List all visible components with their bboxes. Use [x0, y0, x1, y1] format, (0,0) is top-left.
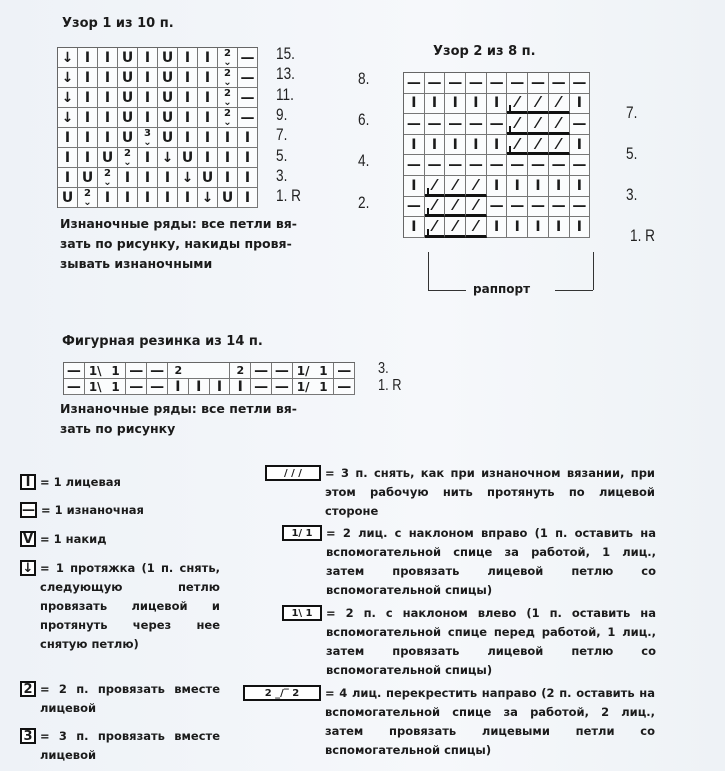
- purl-icon: —: [22, 502, 35, 518]
- legend-text: = 2 п. провязать вместе лицевой: [40, 682, 220, 715]
- stitch-sl: ↓: [158, 148, 178, 168]
- stitch-k: I: [238, 168, 258, 188]
- pattern3-chart: [63, 362, 355, 395]
- stitch-k2: 2 ⌄: [218, 68, 238, 88]
- stitch-yo: U: [198, 168, 218, 188]
- slip-3-icon: / / /: [265, 465, 321, 481]
- stitch-p: —: [466, 155, 487, 176]
- stitch-p: —: [570, 197, 591, 218]
- stitch-p: —: [404, 155, 425, 176]
- stitch-k: I: [178, 188, 198, 208]
- stitch-p: —: [404, 197, 425, 218]
- stitch-k: I: [487, 135, 508, 156]
- note-line: зывать изнаночными: [60, 256, 213, 271]
- stitch-k: I: [168, 379, 189, 395]
- note-line: зать по рисунку, накиды провя-: [60, 236, 292, 251]
- stitch-k: I: [549, 217, 570, 238]
- stitch-k: I: [445, 135, 466, 156]
- stitch-k: I: [198, 148, 218, 168]
- stitch-yo: U: [118, 48, 138, 68]
- stitch-Cm: [189, 363, 210, 379]
- right-cross-2-icon: 1/ 1: [282, 525, 322, 541]
- stitch-k: I: [138, 168, 158, 188]
- legend-text: = 3 п. провязать вместе лицевой: [40, 729, 220, 762]
- stitch-p: —: [126, 379, 147, 395]
- stitch-k: I: [570, 176, 591, 197]
- legend-text: = 1 накид: [40, 532, 107, 546]
- stitch-k: I: [58, 128, 78, 148]
- legend-item: [243, 684, 655, 760]
- stitch-k: I: [238, 148, 258, 168]
- stitch-R1: 1/: [293, 363, 314, 379]
- stitch-p: —: [334, 379, 355, 395]
- stitch-p: —: [487, 155, 508, 176]
- stitch-sl: ↓: [198, 188, 218, 208]
- stitch-p: —: [487, 114, 508, 135]
- stitch-k3: 3 ⌄: [138, 128, 158, 148]
- stitch-p: —: [404, 114, 425, 135]
- k2tog-icon: 2: [20, 681, 36, 697]
- stitch-Cm: [210, 363, 231, 379]
- row-label: 2.: [358, 192, 370, 212]
- stitch-s1: ⁄: [507, 135, 528, 156]
- stitch-p: —: [238, 108, 258, 128]
- stitch-yo: U: [218, 188, 238, 208]
- stitch-k: I: [570, 135, 591, 156]
- stitch-k: I: [98, 68, 118, 88]
- stitch-yo: U: [158, 108, 178, 128]
- stitch-k: I: [98, 128, 118, 148]
- legend-item: [20, 680, 220, 718]
- stitch-s1: ⁄: [425, 197, 446, 218]
- stitch-p: —: [445, 73, 466, 94]
- stitch-p: —: [570, 73, 591, 94]
- stitch-p: —: [487, 73, 508, 94]
- row-label: 13.: [276, 64, 295, 84]
- row-label: 7.: [626, 102, 638, 122]
- stitch-p: —: [272, 363, 293, 379]
- stitch-s: ⁄: [445, 176, 466, 197]
- stitch-k: I: [487, 217, 508, 238]
- repeat-bracket-right: [593, 252, 594, 290]
- stitch-k2: 2 ⌄: [78, 188, 98, 208]
- stitch-s: ⁄: [528, 114, 549, 135]
- row-label: 3.: [626, 185, 638, 204]
- stitch-p: —: [570, 155, 591, 176]
- stitch-k: I: [138, 88, 158, 108]
- left-cross-2-icon: 1\ 1: [282, 605, 322, 621]
- row-label: 1. R: [630, 226, 655, 246]
- stitch-k2: 2 ⌄: [98, 168, 118, 188]
- stitch-k: I: [210, 379, 231, 395]
- stitch-k: I: [78, 108, 98, 128]
- stitch-p: —: [425, 114, 446, 135]
- stitch-k: I: [466, 94, 487, 115]
- stitch-p: —: [487, 197, 508, 218]
- stitch-p: —: [445, 155, 466, 176]
- stitch-yo: U: [98, 148, 118, 168]
- stitch-R2: 1: [314, 379, 335, 395]
- stitch-p: —: [238, 48, 258, 68]
- stitch-k: I: [178, 108, 198, 128]
- stitch-yo: U: [118, 108, 138, 128]
- row-label: 5.: [626, 143, 638, 163]
- stitch-k: I: [178, 48, 198, 68]
- stitch-k: I: [528, 176, 549, 197]
- stitch-sl: ↓: [58, 68, 78, 88]
- legend-text: = 2 лиц. с наклоном вправо (1 п. оставить на вспомогательной спице за работой, 1 лиц., затем провязать лицевой петлю со вспомогательной спицы): [326, 526, 656, 597]
- stitch-p: —: [425, 155, 446, 176]
- stitch-k: I: [98, 48, 118, 68]
- row-label: 1. R: [378, 377, 402, 394]
- row-label: 4.: [358, 151, 370, 171]
- stitch-k: I: [138, 188, 158, 208]
- stitch-yo: U: [158, 68, 178, 88]
- stitch-k: I: [58, 168, 78, 188]
- stitch-k: I: [218, 168, 238, 188]
- row-label: 11.: [276, 84, 294, 104]
- stitch-s1: ⁄: [425, 217, 446, 238]
- stitch-p: —: [528, 155, 549, 176]
- stitch-k2: 2 ⌄: [218, 48, 238, 68]
- stitch-p: —: [425, 73, 446, 94]
- stitch-k: I: [98, 88, 118, 108]
- stitch-k: I: [218, 128, 238, 148]
- stitch-yo: U: [158, 128, 178, 148]
- stitch-s1: ⁄: [425, 176, 446, 197]
- note-line: Изнаночные ряды: все петли вя-: [60, 216, 297, 231]
- stitch-s: ⁄: [549, 114, 570, 135]
- stitch-p: —: [64, 363, 85, 379]
- stitch-p: —: [238, 88, 258, 108]
- stitch-p: —: [507, 197, 528, 218]
- stitch-s: ⁄: [466, 176, 487, 197]
- stitch-k: I: [178, 128, 198, 148]
- stitch-k2: 2 ⌄: [218, 88, 238, 108]
- note-line: зать по рисунку: [60, 421, 176, 436]
- stitch-sl: ↓: [178, 168, 198, 188]
- stitch-k: I: [404, 176, 425, 197]
- stitch-sl: ↓: [58, 48, 78, 68]
- stitch-yo: U: [158, 48, 178, 68]
- stitch-p: —: [404, 73, 425, 94]
- stitch-k: I: [404, 217, 425, 238]
- stitch-k: I: [198, 48, 218, 68]
- right-cable-4-icon: 2 _/‾ 2: [243, 685, 321, 701]
- stitch-k: I: [238, 188, 258, 208]
- stitch-k: I: [445, 94, 466, 115]
- row-label: 8.: [358, 69, 370, 88]
- repeat-bracket-line: [555, 290, 593, 291]
- stitch-s: ⁄: [549, 135, 570, 156]
- stitch-p: —: [334, 363, 355, 379]
- stitch-yo: U: [78, 168, 98, 188]
- stitch-p: —: [570, 114, 591, 135]
- legend-item: [265, 464, 655, 521]
- stitch-k: I: [138, 68, 158, 88]
- stitch-k: I: [158, 168, 178, 188]
- stitch-k: I: [198, 128, 218, 148]
- legend-item: [282, 604, 656, 680]
- row-label: 9.: [276, 104, 288, 124]
- repeat-bracket-line: [428, 290, 466, 291]
- knit-icon: I: [20, 474, 36, 490]
- stitch-p: —: [466, 73, 487, 94]
- stitch-k2: 2 ⌄: [118, 148, 138, 168]
- stitch-p: —: [272, 379, 293, 395]
- legend-text: = 1 изнаночная: [41, 503, 144, 517]
- legend-text: = 2 п. с наклоном влево (1 п. оставить на вспомогательной спице перед работой, 1 лиц., затем провязать лицевой петлю со вспомогательной спицы): [326, 606, 656, 677]
- legend-text: = 1 лицевая: [40, 475, 121, 489]
- legend-text: = 1 протяжка (1 п. снять, следующую петлю провязать лицевой и протянуть через нее снятую петлю): [40, 561, 220, 651]
- legend-item: [20, 473, 220, 492]
- stitch-k: I: [78, 88, 98, 108]
- stitch-p: —: [528, 197, 549, 218]
- repeat-bracket-left: [428, 252, 429, 290]
- yarn-over-icon: V: [20, 531, 36, 547]
- stitch-k: I: [198, 88, 218, 108]
- stitch-k: I: [138, 148, 158, 168]
- stitch-C2: 2: [230, 363, 251, 379]
- stitch-p: —: [549, 73, 570, 94]
- stitch-k: I: [570, 217, 591, 238]
- stitch-p: —: [147, 379, 168, 395]
- stitch-s: ⁄: [445, 217, 466, 238]
- stitch-sl: ↓: [58, 108, 78, 128]
- stitch-p: —: [507, 155, 528, 176]
- stitch-R2: 1: [314, 363, 335, 379]
- stitch-k: I: [118, 168, 138, 188]
- stitch-s: ⁄: [466, 197, 487, 218]
- stitch-s: ⁄: [549, 94, 570, 115]
- stitch-yo: U: [178, 148, 198, 168]
- row-label: 15.: [276, 44, 295, 63]
- stitch-s1: ⁄: [507, 94, 528, 115]
- row-label: 5.: [276, 145, 288, 165]
- stitch-k: I: [466, 135, 487, 156]
- pattern1-title: Узор 1 из 10 п.: [62, 16, 174, 31]
- legend-item: [282, 524, 656, 600]
- stitch-p: —: [126, 363, 147, 379]
- legend-item: [20, 559, 220, 654]
- pattern3-title: Фигурная резинка из 14 п.: [62, 334, 263, 349]
- legend-text: = 3 п. снять, как при изнаночном вязании, при этом рабочую нить протянуть по лицевой стороне: [325, 466, 655, 518]
- stitch-k: I: [549, 176, 570, 197]
- legend-text: = 4 лиц. перекрестить направо (2 п. оставить на вспомогательной спице за работой, 2 лиц., затем провязать лицевыми петли со вспомогательной спицы): [325, 686, 655, 757]
- stitch-k: I: [78, 48, 98, 68]
- stitch-s1: ⁄: [507, 114, 528, 135]
- stitch-L2: 1: [106, 363, 127, 379]
- stitch-s: ⁄: [445, 197, 466, 218]
- slip-pass-icon: ↓: [20, 560, 36, 576]
- row-label: 1. R: [276, 186, 301, 206]
- stitch-L1: 1\: [85, 363, 106, 379]
- stitch-p: —: [238, 68, 258, 88]
- stitch-s: ⁄: [528, 135, 549, 156]
- stitch-p: —: [147, 363, 168, 379]
- stitch-p: —: [549, 197, 570, 218]
- stitch-k: I: [158, 188, 178, 208]
- stitch-k: I: [98, 108, 118, 128]
- row-label: 3.: [378, 360, 389, 377]
- stitch-p: —: [466, 114, 487, 135]
- stitch-L2: 1: [106, 379, 127, 395]
- stitch-k: I: [570, 94, 591, 115]
- stitch-k: I: [178, 88, 198, 108]
- stitch-k: I: [138, 48, 158, 68]
- stitch-k: I: [230, 379, 251, 395]
- pattern1-note: [60, 214, 360, 274]
- legend-item: [20, 727, 220, 765]
- stitch-p: —: [251, 363, 272, 379]
- stitch-k: I: [487, 176, 508, 197]
- pattern3-note: [60, 399, 360, 439]
- stitch-yo: U: [58, 188, 78, 208]
- stitch-k: I: [198, 108, 218, 128]
- stitch-yo: U: [118, 88, 138, 108]
- pattern2-title: Узор 2 из 8 п.: [433, 44, 536, 59]
- stitch-p: —: [445, 114, 466, 135]
- stitch-k: I: [507, 217, 528, 238]
- stitch-k: I: [404, 135, 425, 156]
- stitch-k: I: [238, 128, 258, 148]
- stitch-k: I: [78, 128, 98, 148]
- stitch-s: ⁄: [466, 217, 487, 238]
- stitch-yo: U: [158, 88, 178, 108]
- stitch-k: I: [425, 94, 446, 115]
- stitch-p: —: [528, 73, 549, 94]
- stitch-L1: 1\: [85, 379, 106, 395]
- stitch-yo: U: [118, 128, 138, 148]
- stitch-k: I: [528, 217, 549, 238]
- stitch-R1: 1/: [293, 379, 314, 395]
- stitch-k: I: [78, 148, 98, 168]
- stitch-k: I: [425, 135, 446, 156]
- stitch-k: I: [189, 379, 210, 395]
- k3tog-icon: 3: [20, 728, 36, 744]
- pattern1-chart: [57, 47, 258, 208]
- stitch-yo: U: [118, 68, 138, 88]
- stitch-sl: ↓: [58, 88, 78, 108]
- row-label: 6.: [358, 110, 370, 130]
- stitch-k: I: [507, 176, 528, 197]
- legend-item: [20, 530, 220, 549]
- stitch-k: I: [138, 108, 158, 128]
- stitch-k: I: [78, 68, 98, 88]
- stitch-s: ⁄: [528, 94, 549, 115]
- row-label: 3.: [276, 165, 288, 185]
- pattern2-chart: [403, 72, 590, 238]
- stitch-k: I: [404, 94, 425, 115]
- stitch-k: I: [487, 94, 508, 115]
- note-line: Изнаночные ряды: все петли вя-: [60, 401, 297, 416]
- stitch-p: —: [64, 379, 85, 395]
- stitch-k: I: [98, 188, 118, 208]
- repeat-label: раппорт: [473, 282, 531, 296]
- row-label: 7.: [276, 125, 288, 145]
- stitch-C2: 2: [168, 363, 189, 379]
- stitch-p: —: [549, 155, 570, 176]
- stitch-p: —: [507, 73, 528, 94]
- stitch-k: I: [198, 68, 218, 88]
- stitch-k: I: [218, 148, 238, 168]
- stitch-p: —: [251, 379, 272, 395]
- stitch-k: I: [118, 188, 138, 208]
- stitch-k: I: [178, 68, 198, 88]
- stitch-k2: 2 ⌄: [218, 108, 238, 128]
- stitch-k: I: [58, 148, 78, 168]
- legend-item: [20, 501, 221, 520]
